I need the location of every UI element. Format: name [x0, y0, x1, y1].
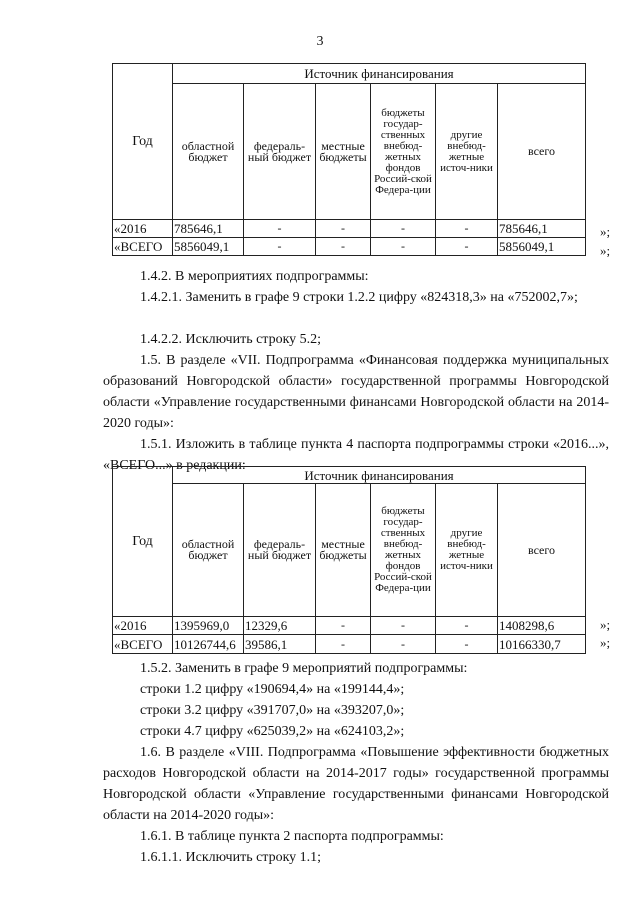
table-row: [113, 635, 586, 654]
paragraph: 1.4.2.1. Заменить в графе 9 строки 1.2.2 цифру «824318,3» на «752002,7»;: [140, 290, 578, 305]
cell-local: -: [316, 635, 371, 654]
header-year: Год: [113, 64, 173, 220]
header-oblast: областной бюджет: [173, 84, 244, 220]
paragraph: 1.4.2. В мероприятиях подпрограммы:: [140, 269, 369, 284]
paragraph: строки 1.2 цифру «190694,4» на «199144,4»;: [140, 682, 405, 697]
page-number: 3: [316, 34, 324, 49]
cell-oblast: 785646,1: [173, 220, 244, 238]
cell-total: 785646,1: [498, 220, 586, 238]
paragraph: 1.5.1. Изложить в таблице пункта 4 паспорта подпрограммы строки «2016...», «ВСЕГО...» в редакции:: [103, 437, 609, 473]
cell-year: «ВСЕГО: [113, 635, 173, 654]
header-source: Источник финансирования: [173, 64, 586, 84]
header-year: Год: [113, 467, 173, 617]
cell-total: 5856049,1: [498, 238, 586, 256]
cell-local: -: [316, 617, 371, 635]
cell-oblast: 10126744,6: [173, 635, 244, 654]
header-funds: бюджеты государ-ственных внебюд-жетных фондов Россий-ской Федера-ции: [371, 84, 436, 220]
header-oblast: областной бюджет: [173, 484, 244, 617]
cell-year: «2016: [113, 617, 173, 635]
paragraph: 1.5. В разделе «VII. Подпрограмма «Финансовая поддержка муниципальных образований Новгородской области» государственной программы Новгородской области «Управление государственными финансами Новгородской области на 2014-2020 годы»:: [103, 353, 609, 431]
header-local: местные бюджеты: [316, 484, 371, 617]
table-row: [113, 617, 586, 635]
paragraph: строки 4.7 цифру «625039,2» на «624103,2»;: [140, 724, 405, 739]
financing-table-2: [112, 466, 586, 654]
cell-other: -: [436, 635, 498, 654]
cell-other: -: [436, 220, 498, 238]
table-row: [113, 220, 586, 238]
cell-federal: -: [244, 220, 316, 238]
cell-funds: -: [371, 617, 436, 635]
row-closing-quote: »;: [600, 243, 611, 258]
cell-federal: -: [244, 238, 316, 256]
cell-federal: 39586,1: [244, 635, 316, 654]
header-other: другие внебюд-жетные источ-ники: [436, 84, 498, 220]
cell-funds: -: [371, 635, 436, 654]
paragraph: 1.4.2.2. Исключить строку 5.2;: [140, 332, 322, 347]
row-closing-quote: »;: [600, 224, 611, 239]
header-federal: федераль-ный бюджет: [244, 484, 316, 617]
paragraph: 1.5.2. Заменить в графе 9 мероприятий подпрограммы:: [140, 661, 468, 676]
paragraph: строки 3.2 цифру «391707,0» на «393207,0»;: [140, 703, 405, 718]
cell-federal: 12329,6: [244, 617, 316, 635]
row-closing-quote: »;: [600, 617, 611, 632]
cell-total: 10166330,7: [498, 635, 586, 654]
cell-total: 1408298,6: [498, 617, 586, 635]
paragraph: 1.6.1. В таблице пункта 2 паспорта подпрограммы:: [140, 829, 444, 844]
cell-other: -: [436, 617, 498, 635]
header-local: местные бюджеты: [316, 84, 371, 220]
cell-other: -: [436, 238, 498, 256]
cell-oblast: 5856049,1: [173, 238, 244, 256]
paragraph: 1.6. В разделе «VIII. Подпрограмма «Повышение эффективности бюджетных расходов Новгородской области на 2014-2017 годы» государственной программы Новгородской области «Управление государственными финансами Новгородской области на 2014-2020 годы»:: [103, 745, 609, 823]
cell-year: «ВСЕГО: [113, 238, 173, 256]
row-closing-quote: »;: [600, 635, 611, 650]
financing-table-1: [112, 63, 586, 256]
header-other: другие внебюд-жетные источ-ники: [436, 484, 498, 617]
cell-funds: -: [371, 220, 436, 238]
table-row: [113, 238, 586, 256]
header-federal: федераль-ный бюджет: [244, 84, 316, 220]
paragraph: 1.6.1.1. Исключить строку 1.1;: [140, 850, 322, 865]
header-funds: бюджеты государ-ственных внебюд-жетных фондов Россий-ской Федера-ции: [371, 484, 436, 617]
cell-funds: -: [371, 238, 436, 256]
cell-local: -: [316, 220, 371, 238]
cell-local: -: [316, 238, 371, 256]
cell-oblast: 1395969,0: [173, 617, 244, 635]
cell-year: «2016: [113, 220, 173, 238]
header-total: всего: [498, 484, 586, 617]
header-source: Источник финансирования: [173, 467, 586, 484]
header-total: всего: [498, 84, 586, 220]
